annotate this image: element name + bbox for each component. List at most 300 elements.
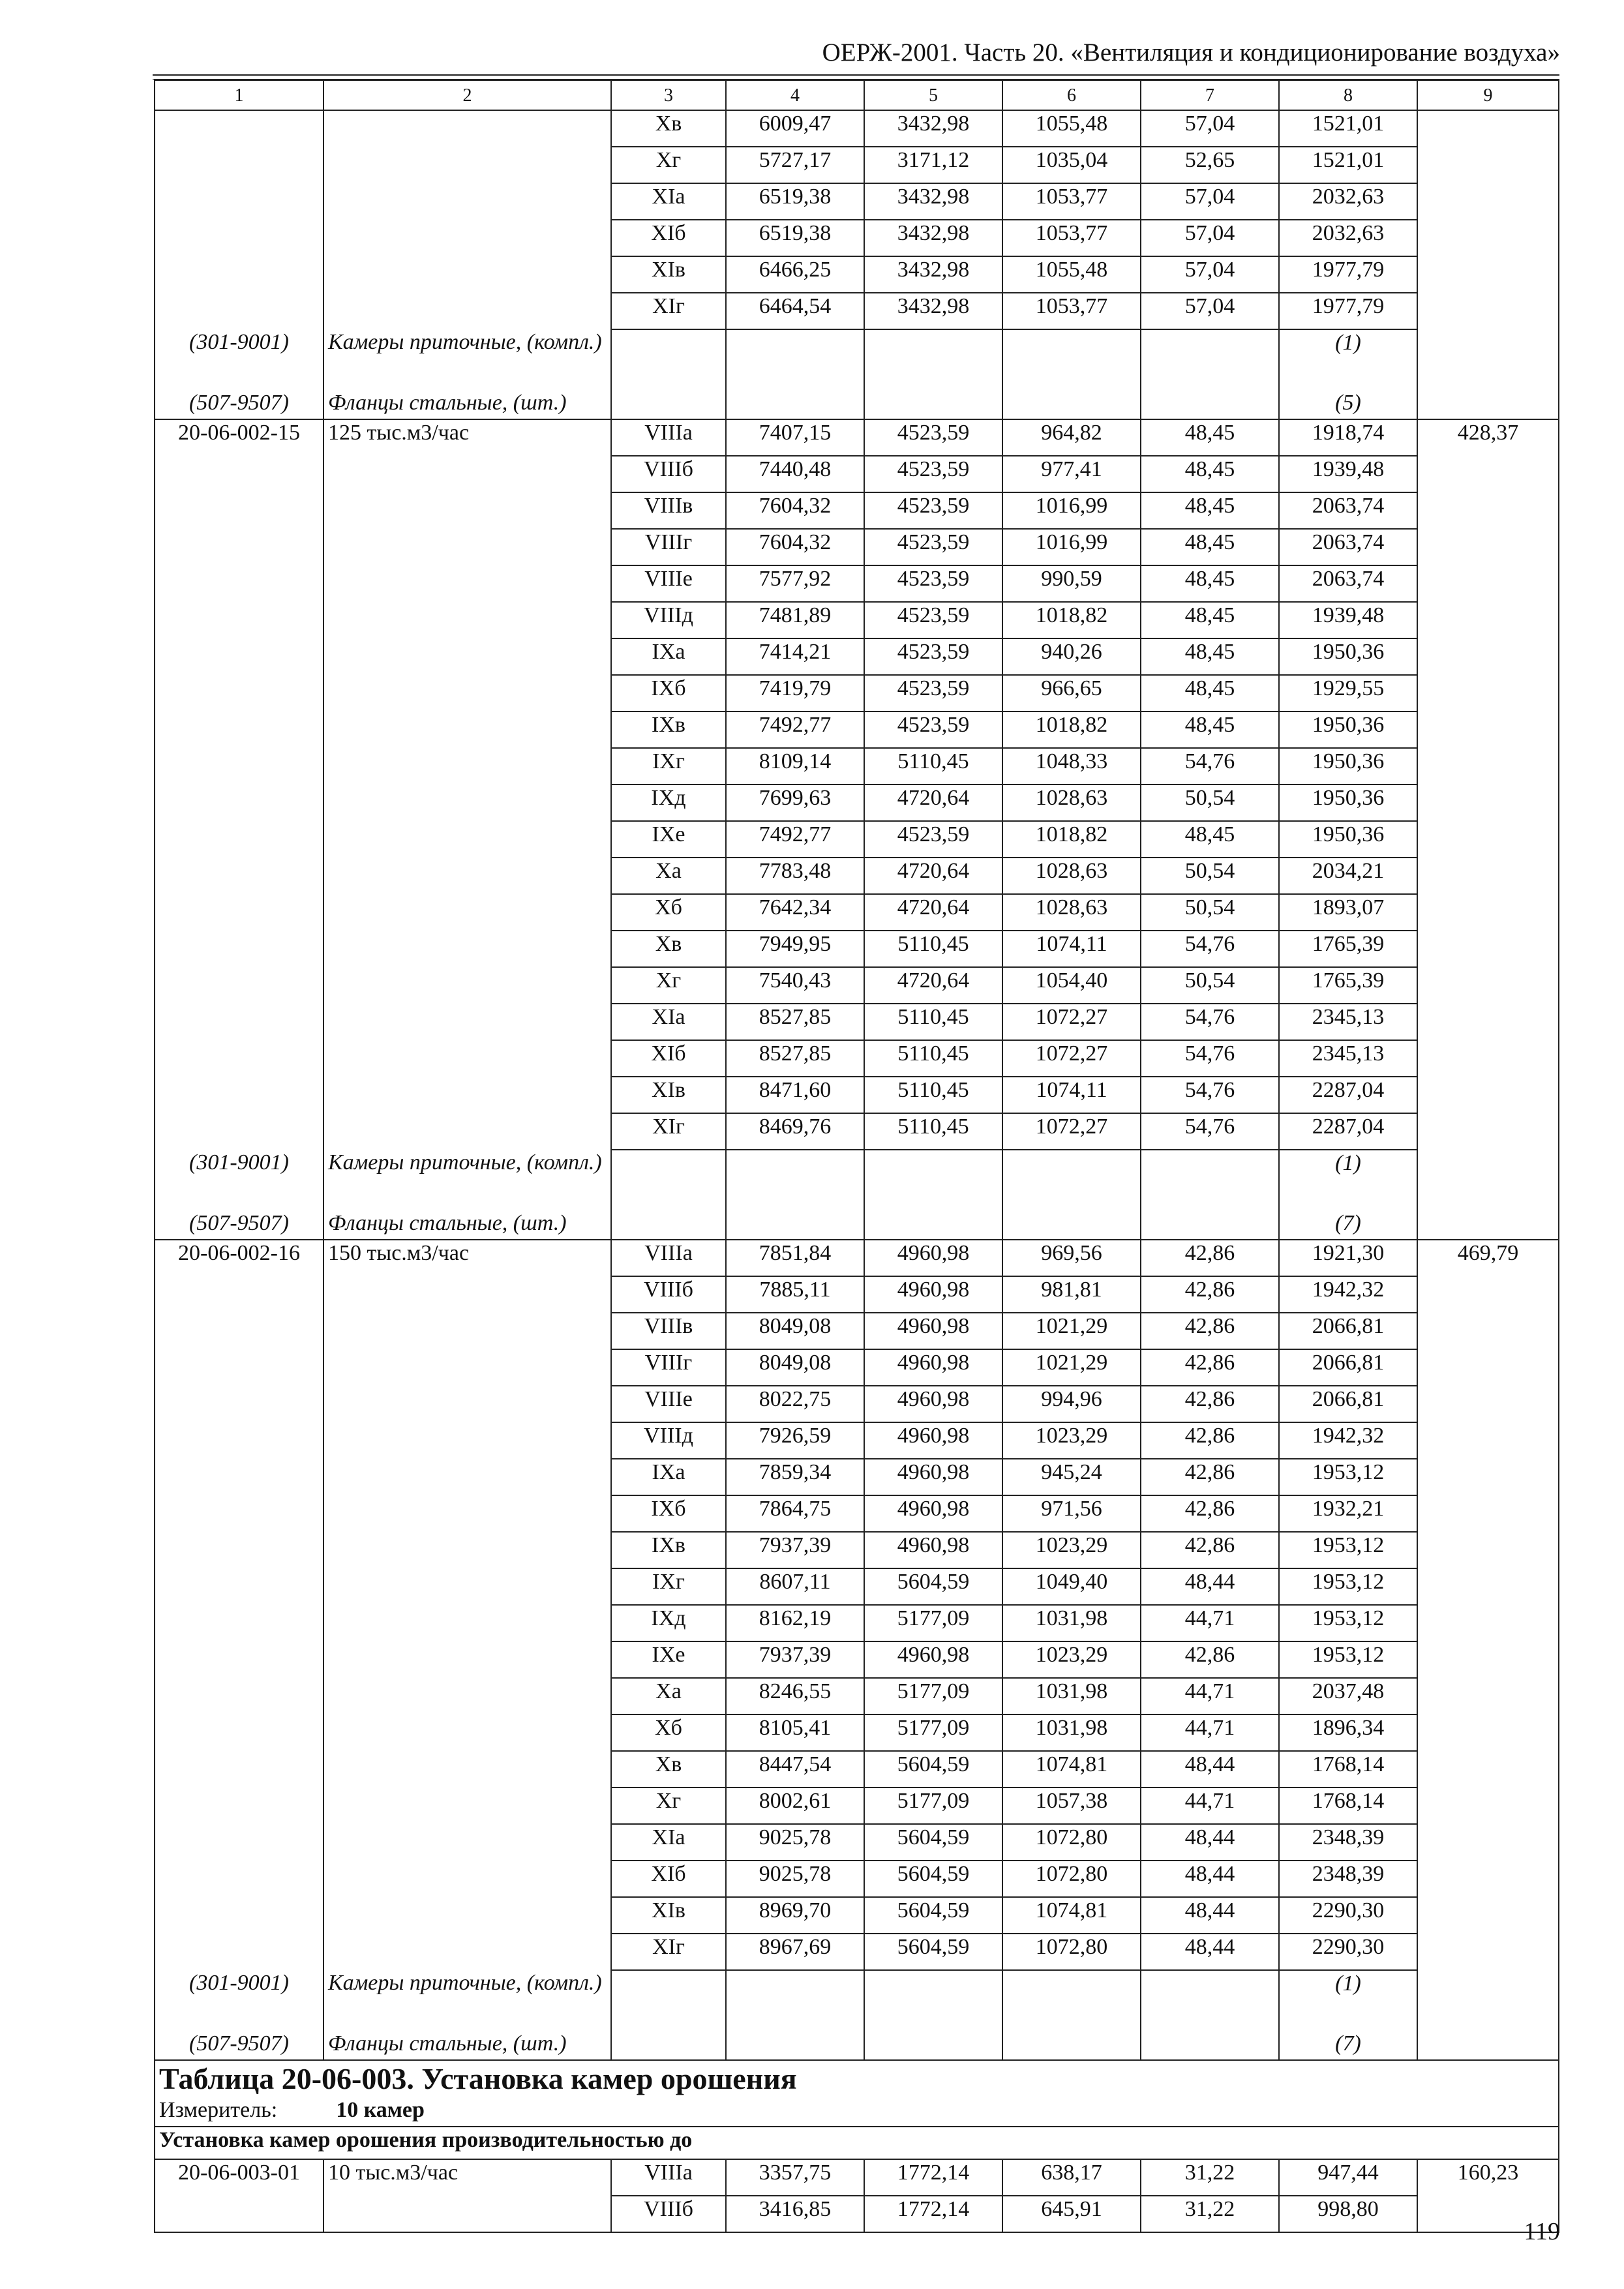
value-cell: 1048,33 bbox=[1002, 748, 1141, 785]
value-cell: 8049,08 bbox=[726, 1349, 864, 1386]
table-cell bbox=[323, 456, 611, 492]
value-cell: 1028,63 bbox=[1002, 785, 1141, 821]
table-cell bbox=[1141, 390, 1279, 419]
value-cell: 981,81 bbox=[1002, 1276, 1141, 1313]
table-cell bbox=[323, 1897, 611, 1934]
zone-cell: Xв bbox=[611, 1751, 726, 1788]
value-cell: 8109,14 bbox=[726, 748, 864, 785]
table-cell bbox=[1417, 1568, 1559, 1605]
table-cell bbox=[323, 256, 611, 293]
table-cell bbox=[1417, 492, 1559, 529]
table-cell bbox=[323, 785, 611, 821]
resource-name: Фланцы стальные, (шт.) bbox=[323, 1210, 611, 1240]
value-cell: 7419,79 bbox=[726, 675, 864, 711]
value-cell: 1953,12 bbox=[1279, 1532, 1417, 1568]
value-cell: 4523,59 bbox=[864, 638, 1002, 675]
table-title-row bbox=[155, 2060, 1559, 2097]
value-cell: 5110,45 bbox=[864, 1040, 1002, 1077]
column-number: 6 bbox=[1002, 80, 1141, 110]
zone-cell: IXe bbox=[611, 1641, 726, 1678]
table-row bbox=[155, 147, 1559, 183]
table-row bbox=[155, 492, 1559, 529]
value-cell: 42,86 bbox=[1141, 1532, 1279, 1568]
table-cell bbox=[323, 1422, 611, 1459]
value-cell: 638,17 bbox=[1002, 2159, 1141, 2196]
value-cell: 977,41 bbox=[1002, 456, 1141, 492]
table-cell bbox=[323, 858, 611, 894]
table-cell bbox=[155, 256, 323, 293]
table-cell bbox=[323, 967, 611, 1004]
value-cell: 1016,99 bbox=[1002, 492, 1141, 529]
zone-cell: XIг bbox=[611, 293, 726, 329]
zone-cell: VIIIa bbox=[611, 419, 726, 456]
value-cell: 1049,40 bbox=[1002, 1568, 1141, 1605]
zone-cell: XIб bbox=[611, 220, 726, 256]
value-cell: 48,45 bbox=[1141, 419, 1279, 456]
table-cell bbox=[1417, 931, 1559, 967]
zone-cell: VIIIб bbox=[611, 1276, 726, 1313]
value-cell: 7642,34 bbox=[726, 894, 864, 931]
table-cell bbox=[726, 329, 864, 390]
table-cell bbox=[1417, 1934, 1559, 1970]
table-row bbox=[155, 1678, 1559, 1714]
zone-cell: Xб bbox=[611, 1714, 726, 1751]
rate-name: 10 тыс.м3/час bbox=[323, 2159, 611, 2196]
table-cell bbox=[1417, 1861, 1559, 1897]
value-cell: 1942,32 bbox=[1279, 1276, 1417, 1313]
table-cell bbox=[1417, 110, 1559, 147]
value-cell: 940,26 bbox=[1002, 638, 1141, 675]
table-cell bbox=[323, 1751, 611, 1788]
table-cell bbox=[1417, 785, 1559, 821]
value-cell: 1953,12 bbox=[1279, 1641, 1417, 1678]
value-cell: 6519,38 bbox=[726, 183, 864, 220]
value-cell: 31,22 bbox=[1141, 2159, 1279, 2196]
value-cell: 57,04 bbox=[1141, 183, 1279, 220]
zone-cell: VIIIв bbox=[611, 1313, 726, 1349]
value-cell: 2348,39 bbox=[1279, 1861, 1417, 1897]
resource-quantity: (7) bbox=[1279, 2031, 1417, 2060]
value-cell: 1521,01 bbox=[1279, 147, 1417, 183]
value-cell: 4960,98 bbox=[864, 1495, 1002, 1532]
value-cell: 4960,98 bbox=[864, 1422, 1002, 1459]
table-cell bbox=[155, 2196, 323, 2232]
column-number: 9 bbox=[1417, 80, 1559, 110]
value-cell: 54,76 bbox=[1141, 1040, 1279, 1077]
value-cell: 57,04 bbox=[1141, 256, 1279, 293]
value-cell: 48,45 bbox=[1141, 565, 1279, 602]
zone-cell: IXa bbox=[611, 1459, 726, 1495]
resource-name: Камеры приточные, (компл.) bbox=[323, 1150, 611, 1210]
value-cell: 1918,74 bbox=[1279, 419, 1417, 456]
table-cell bbox=[1417, 183, 1559, 220]
value-cell: 1018,82 bbox=[1002, 821, 1141, 858]
value-cell: 4960,98 bbox=[864, 1349, 1002, 1386]
value-cell: 1053,77 bbox=[1002, 220, 1141, 256]
value-cell: 4523,59 bbox=[864, 602, 1002, 638]
zone-cell: Xв bbox=[611, 110, 726, 147]
value-cell: 1053,77 bbox=[1002, 293, 1141, 329]
table-cell bbox=[611, 329, 726, 390]
value-cell: 1053,77 bbox=[1002, 183, 1141, 220]
value-cell: 5177,09 bbox=[864, 1788, 1002, 1824]
table-row bbox=[155, 1386, 1559, 1422]
value-cell: 5110,45 bbox=[864, 931, 1002, 967]
value-cell: 1953,12 bbox=[1279, 1459, 1417, 1495]
value-cell: 8527,85 bbox=[726, 1004, 864, 1040]
value-cell: 4720,64 bbox=[864, 967, 1002, 1004]
table-cell bbox=[1417, 748, 1559, 785]
table-row bbox=[155, 675, 1559, 711]
value-cell: 52,65 bbox=[1141, 147, 1279, 183]
value-cell: 7937,39 bbox=[726, 1532, 864, 1568]
value-cell: 1028,63 bbox=[1002, 858, 1141, 894]
table-row bbox=[155, 1495, 1559, 1532]
table-cell bbox=[155, 565, 323, 602]
table-cell bbox=[323, 147, 611, 183]
table-row bbox=[155, 1714, 1559, 1751]
value-cell: 2066,81 bbox=[1279, 1349, 1417, 1386]
table-cell bbox=[323, 638, 611, 675]
table-cell bbox=[1417, 390, 1559, 419]
value-cell: 48,45 bbox=[1141, 711, 1279, 748]
value-cell: 7440,48 bbox=[726, 456, 864, 492]
table-cell bbox=[155, 748, 323, 785]
value-cell: 42,86 bbox=[1141, 1495, 1279, 1532]
table-row bbox=[155, 1641, 1559, 1678]
table-cell bbox=[1002, 390, 1141, 419]
table-cell bbox=[155, 1077, 323, 1113]
value-cell: 1950,36 bbox=[1279, 711, 1417, 748]
table-row bbox=[155, 1861, 1559, 1897]
zone-cell: IXб bbox=[611, 675, 726, 711]
value-cell: 42,86 bbox=[1141, 1240, 1279, 1276]
value-cell: 57,04 bbox=[1141, 110, 1279, 147]
table-cell bbox=[155, 711, 323, 748]
table-cell bbox=[1002, 329, 1141, 390]
value-cell: 1031,98 bbox=[1002, 1605, 1141, 1641]
resource-row bbox=[155, 2031, 1559, 2060]
value-cell: 990,59 bbox=[1002, 565, 1141, 602]
resource-name: Фланцы стальные, (шт.) bbox=[323, 390, 611, 419]
table-row bbox=[155, 1788, 1559, 1824]
table-row bbox=[155, 1004, 1559, 1040]
value-cell: 7492,77 bbox=[726, 821, 864, 858]
value-cell: 57,04 bbox=[1141, 293, 1279, 329]
table-row bbox=[155, 419, 1559, 456]
value-cell: 1055,48 bbox=[1002, 256, 1141, 293]
table-row bbox=[155, 894, 1559, 931]
value-cell: 2290,30 bbox=[1279, 1934, 1417, 1970]
table-row bbox=[155, 456, 1559, 492]
value-cell: 4523,59 bbox=[864, 419, 1002, 456]
value-cell: 4523,59 bbox=[864, 456, 1002, 492]
table-row bbox=[155, 602, 1559, 638]
table-cell bbox=[155, 110, 323, 147]
table-cell bbox=[155, 1934, 323, 1970]
value-cell: 57,04 bbox=[1141, 220, 1279, 256]
value-cell: 50,54 bbox=[1141, 894, 1279, 931]
value-cell: 7577,92 bbox=[726, 565, 864, 602]
zone-cell: Xг bbox=[611, 967, 726, 1004]
value-cell: 8049,08 bbox=[726, 1313, 864, 1349]
value-cell: 5604,59 bbox=[864, 1751, 1002, 1788]
value-cell: 1072,80 bbox=[1002, 1934, 1141, 1970]
table-cell bbox=[323, 1934, 611, 1970]
table-cell bbox=[726, 1150, 864, 1210]
column-number-row bbox=[155, 80, 1559, 110]
rate-code: 20-06-002-16 bbox=[155, 1240, 323, 1276]
table-cell bbox=[611, 2031, 726, 2060]
value-cell: 50,54 bbox=[1141, 967, 1279, 1004]
table-cell bbox=[864, 2031, 1002, 2060]
table-cell bbox=[323, 1386, 611, 1422]
table-cell bbox=[155, 147, 323, 183]
value-cell: 1765,39 bbox=[1279, 967, 1417, 1004]
table-cell bbox=[323, 529, 611, 565]
value-cell: 1768,14 bbox=[1279, 1751, 1417, 1788]
value-cell: 44,71 bbox=[1141, 1788, 1279, 1824]
value-cell: 48,44 bbox=[1141, 1751, 1279, 1788]
table-cell bbox=[864, 1970, 1002, 2031]
value-cell: 7937,39 bbox=[726, 1641, 864, 1678]
rate-name: 150 тыс.м3/час bbox=[323, 1240, 611, 1276]
table-cell bbox=[1141, 2031, 1279, 2060]
value-cell: 1939,48 bbox=[1279, 456, 1417, 492]
value-cell: 2290,30 bbox=[1279, 1897, 1417, 1934]
resource-code: (301-9001) bbox=[155, 1150, 323, 1210]
value-cell: 1950,36 bbox=[1279, 748, 1417, 785]
subheading-row bbox=[155, 2127, 1559, 2159]
value-cell: 2345,13 bbox=[1279, 1004, 1417, 1040]
table-cell bbox=[323, 1532, 611, 1568]
value-cell: 48,45 bbox=[1141, 638, 1279, 675]
table-cell bbox=[155, 1897, 323, 1934]
price-table bbox=[154, 80, 1559, 2233]
value-cell: 4523,59 bbox=[864, 565, 1002, 602]
value-cell: 5110,45 bbox=[864, 748, 1002, 785]
resource-name: Камеры приточные, (компл.) bbox=[323, 329, 611, 390]
table-cell bbox=[323, 1824, 611, 1861]
value-cell: 4523,59 bbox=[864, 492, 1002, 529]
table-cell bbox=[726, 390, 864, 419]
resource-row bbox=[155, 390, 1559, 419]
value-cell: 1521,01 bbox=[1279, 110, 1417, 147]
value-cell: 1932,21 bbox=[1279, 1495, 1417, 1532]
table-cell bbox=[323, 183, 611, 220]
value-cell: 5110,45 bbox=[864, 1004, 1002, 1040]
zone-cell: Xв bbox=[611, 931, 726, 967]
table-cell bbox=[155, 1641, 323, 1678]
value-cell: 44,71 bbox=[1141, 1605, 1279, 1641]
table-cell bbox=[155, 931, 323, 967]
table-cell bbox=[1417, 1824, 1559, 1861]
value-cell: 5604,59 bbox=[864, 1897, 1002, 1934]
value-cell: 4960,98 bbox=[864, 1276, 1002, 1313]
column-number: 8 bbox=[1279, 80, 1417, 110]
table-cell bbox=[155, 1040, 323, 1077]
table-row bbox=[155, 1532, 1559, 1568]
table-cell bbox=[155, 529, 323, 565]
table-cell bbox=[155, 785, 323, 821]
value-cell: 5177,09 bbox=[864, 1605, 1002, 1641]
table-cell bbox=[611, 1970, 726, 2031]
zone-cell: Xa bbox=[611, 1678, 726, 1714]
value-cell: 4720,64 bbox=[864, 785, 1002, 821]
table-cell bbox=[323, 894, 611, 931]
resource-code: (507-9507) bbox=[155, 2031, 323, 2060]
value-cell: 54,76 bbox=[1141, 931, 1279, 967]
value-cell: 7783,48 bbox=[726, 858, 864, 894]
value-cell: 54,76 bbox=[1141, 1004, 1279, 1040]
table-cell bbox=[864, 1150, 1002, 1210]
resource-code: (507-9507) bbox=[155, 390, 323, 419]
table-row bbox=[155, 1077, 1559, 1113]
zone-cell: IXa bbox=[611, 638, 726, 675]
table-cell bbox=[155, 293, 323, 329]
zone-cell: IXв bbox=[611, 711, 726, 748]
meter-label: Измеритель: bbox=[159, 2098, 278, 2122]
value-cell: 1772,14 bbox=[864, 2159, 1002, 2196]
value-cell: 3432,98 bbox=[864, 220, 1002, 256]
table-row bbox=[155, 1349, 1559, 1386]
table-cell bbox=[611, 1150, 726, 1210]
resource-quantity: (1) bbox=[1279, 329, 1417, 390]
table-cell bbox=[1141, 329, 1279, 390]
value-cell: 8471,60 bbox=[726, 1077, 864, 1113]
table-cell bbox=[864, 329, 1002, 390]
value-cell: 1035,04 bbox=[1002, 147, 1141, 183]
zone-cell: VIIIг bbox=[611, 1349, 726, 1386]
table-cell bbox=[155, 1495, 323, 1532]
table-cell bbox=[323, 220, 611, 256]
zone-cell: VIIIe bbox=[611, 565, 726, 602]
table-cell bbox=[1417, 602, 1559, 638]
value-cell: 5604,59 bbox=[864, 1861, 1002, 1897]
value-cell: 42,86 bbox=[1141, 1349, 1279, 1386]
value-cell: 6519,38 bbox=[726, 220, 864, 256]
table-cell bbox=[323, 565, 611, 602]
value-cell: 7604,32 bbox=[726, 529, 864, 565]
value-cell: 48,44 bbox=[1141, 1897, 1279, 1934]
column-number: 1 bbox=[155, 80, 323, 110]
value-cell: 1768,14 bbox=[1279, 1788, 1417, 1824]
value-cell: 4960,98 bbox=[864, 1240, 1002, 1276]
value-cell: 966,65 bbox=[1002, 675, 1141, 711]
value-cell: 3171,12 bbox=[864, 147, 1002, 183]
meter-value: 10 камер bbox=[336, 2098, 425, 2122]
table-cell bbox=[323, 711, 611, 748]
table-cell bbox=[726, 2031, 864, 2060]
table-cell bbox=[155, 1349, 323, 1386]
table-cell bbox=[1002, 1210, 1141, 1240]
value-cell: 3416,85 bbox=[726, 2196, 864, 2232]
table-row bbox=[155, 183, 1559, 220]
table-cell bbox=[323, 931, 611, 967]
value-cell: 971,56 bbox=[1002, 1495, 1141, 1532]
table-cell bbox=[323, 602, 611, 638]
value-cell: 7851,84 bbox=[726, 1240, 864, 1276]
value-cell: 4720,64 bbox=[864, 858, 1002, 894]
table-row bbox=[155, 1422, 1559, 1459]
resource-row bbox=[155, 1210, 1559, 1240]
value-cell: 8969,70 bbox=[726, 1897, 864, 1934]
meter-line bbox=[155, 2097, 1559, 2127]
table-row bbox=[155, 1824, 1559, 1861]
value-cell: 8162,19 bbox=[726, 1605, 864, 1641]
value-cell: 7864,75 bbox=[726, 1495, 864, 1532]
table-cell bbox=[1417, 565, 1559, 602]
zone-cell: IXд bbox=[611, 1605, 726, 1641]
table-cell bbox=[155, 220, 323, 256]
table-row bbox=[155, 256, 1559, 293]
value-cell: 48,44 bbox=[1141, 1568, 1279, 1605]
table-cell bbox=[155, 1751, 323, 1788]
table-cell bbox=[323, 1678, 611, 1714]
zone-cell: IXe bbox=[611, 821, 726, 858]
table-row bbox=[155, 931, 1559, 967]
table-cell bbox=[1417, 1113, 1559, 1150]
value-cell: 1893,07 bbox=[1279, 894, 1417, 931]
table-cell bbox=[323, 2196, 611, 2232]
table-cell bbox=[323, 1276, 611, 1313]
value-cell: 1072,27 bbox=[1002, 1004, 1141, 1040]
zone-cell: XIa bbox=[611, 1824, 726, 1861]
zone-cell: XIб bbox=[611, 1861, 726, 1897]
table-cell bbox=[1417, 1641, 1559, 1678]
table-row bbox=[155, 1605, 1559, 1641]
table-cell bbox=[155, 456, 323, 492]
value-cell: 5110,45 bbox=[864, 1113, 1002, 1150]
column-number: 3 bbox=[611, 80, 726, 110]
running-header: ОЕРЖ-2001. Часть 20. «Вентиляция и кондиционирование воздуха» bbox=[822, 38, 1560, 67]
value-cell: 1021,29 bbox=[1002, 1349, 1141, 1386]
resource-quantity: (5) bbox=[1279, 390, 1417, 419]
value-cell: 7885,11 bbox=[726, 1276, 864, 1313]
table-cell bbox=[1417, 1349, 1559, 1386]
table-cell bbox=[1417, 1532, 1559, 1568]
value-cell: 1072,27 bbox=[1002, 1113, 1141, 1150]
table-cell bbox=[1417, 456, 1559, 492]
value-cell: 1977,79 bbox=[1279, 256, 1417, 293]
table-cell bbox=[155, 1678, 323, 1714]
value-cell: 4960,98 bbox=[864, 1532, 1002, 1568]
value-cell: 7604,32 bbox=[726, 492, 864, 529]
value-cell: 1028,63 bbox=[1002, 894, 1141, 931]
zone-cell: XIв bbox=[611, 1077, 726, 1113]
table-cell bbox=[1002, 1970, 1141, 2031]
value-cell: 7859,34 bbox=[726, 1459, 864, 1495]
table-cell bbox=[1417, 967, 1559, 1004]
value-cell: 964,82 bbox=[1002, 419, 1141, 456]
value-cell: 4523,59 bbox=[864, 821, 1002, 858]
table-cell bbox=[155, 638, 323, 675]
table-cell bbox=[1417, 894, 1559, 931]
zone-cell: Xa bbox=[611, 858, 726, 894]
table-cell bbox=[1417, 293, 1559, 329]
value-cell: 2066,81 bbox=[1279, 1313, 1417, 1349]
table-cell bbox=[155, 1386, 323, 1422]
table-row bbox=[155, 1459, 1559, 1495]
value-cell: 4960,98 bbox=[864, 1386, 1002, 1422]
table-title: Таблица 20-06-003. Установка камер орошения bbox=[155, 2060, 1559, 2097]
table-cell bbox=[1417, 1605, 1559, 1641]
value-cell: 1953,12 bbox=[1279, 1568, 1417, 1605]
value-cell: 4523,59 bbox=[864, 529, 1002, 565]
value-cell: 2287,04 bbox=[1279, 1077, 1417, 1113]
value-cell: 8469,76 bbox=[726, 1113, 864, 1150]
value-cell: 42,86 bbox=[1141, 1386, 1279, 1422]
